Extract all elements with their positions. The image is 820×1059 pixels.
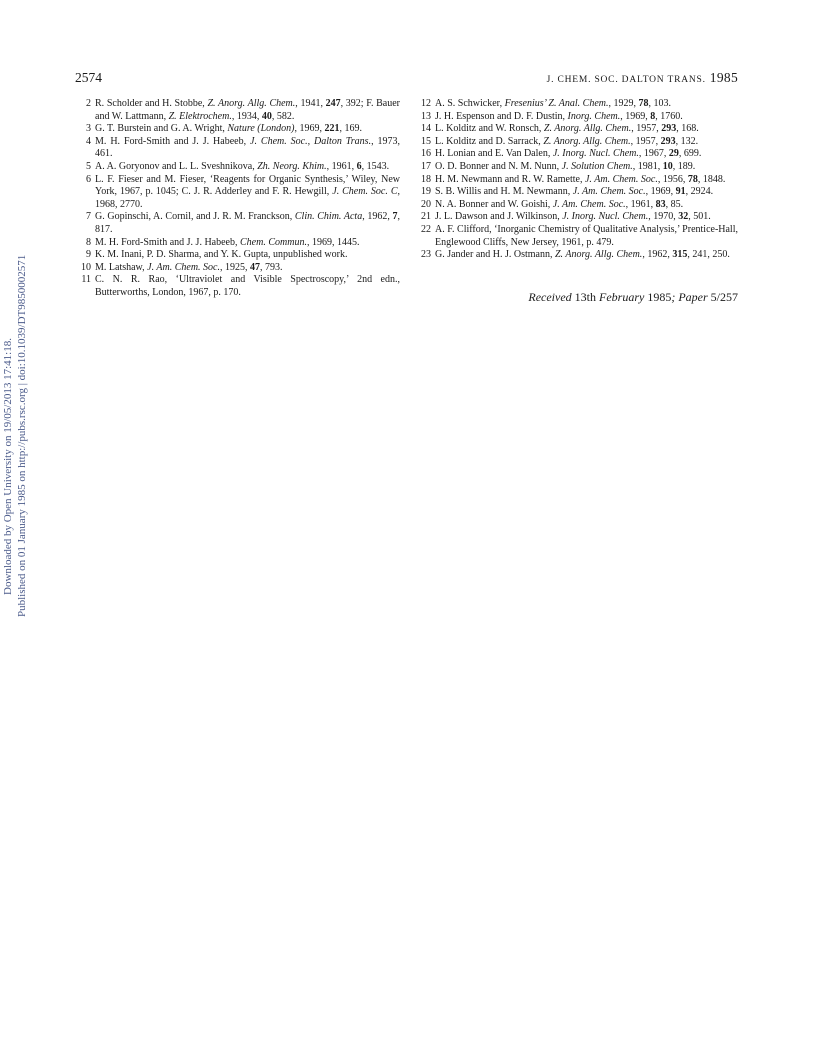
reference-fragment: , 1969, 1445. [306,236,360,248]
volume-number: 6 [356,160,362,172]
journal-title: J. Solution Chem. [561,160,633,172]
reference-fragment: , 1973, 461. [95,135,401,160]
reference-text [435,211,738,224]
volume-number: 78 [687,173,698,185]
reference-item [78,161,400,174]
reference-text [95,249,400,262]
reference-item [78,262,400,275]
received-line: Received 13th February 1985; Paper 5/257 [528,290,738,304]
reference-number: 13 [421,110,431,122]
reference-text [435,224,738,249]
volume-number: 293 [661,123,677,135]
reference-number: 15 [421,135,431,147]
journal-title: J. Chem. Soc., Dalton Trans. [250,135,372,147]
provenance-sidebar [0,0,40,1059]
reference-fragment: , 1956, [657,173,688,185]
reference-item [78,249,400,262]
reference-number: 8 [86,236,91,248]
reference-fragment: , 699. [678,148,702,160]
reference-text [435,111,738,124]
reference-item [418,123,738,136]
reference-number: 19 [421,186,431,198]
reference-fragment: C. N. R. Rao, ‘Ultraviolet and Visible Spectroscopy,’ 2nd edn., Butterworths, London, 1967, p. 170. [95,274,400,298]
reference-fragment: , 1957, [631,123,662,135]
reference-item [418,98,738,111]
reference-fragment: S. B. Willis and H. M. Newmann, [435,186,573,198]
reference-fragment: J. L. Dawson and J. Wilkinson, [435,211,563,223]
reference-fragment: , 85. [665,198,684,210]
reference-item [78,211,400,236]
journal-title: Nature (London) [227,123,295,135]
reference-number: 21 [421,211,431,223]
reference-fragment: , 1957, [630,135,661,147]
reference-fragment: , 103. [648,98,671,109]
reference-fragment: , 1934, [231,110,262,122]
journal-title: Z. Anorg. Allg. Chem. [207,98,296,109]
reference-fragment: , 1970, [648,211,679,223]
reference-fragment: G. T. Burstein and G. A. Wright, [95,123,228,135]
reference-fragment: L. Kolditz and D. Sarrack, [435,135,544,147]
download-notice: Downloaded by Open University on 19/05/2013 17:41:18. [2,338,14,595]
reference-number: 4 [86,135,91,147]
reference-item [418,161,738,174]
reference-fragment: O. D. Bonner and N. M. Nunn, [435,160,562,172]
volume-number: 247 [325,98,341,109]
reference-fragment: L. Kolditz and W. Ronsch, [435,123,544,135]
reference-number: 10 [81,261,91,273]
paper-number: 5/257 [710,290,738,304]
reference-item [78,123,400,136]
reference-item [418,111,738,124]
journal-title: Z. Anorg. Allg. Chem. [543,135,631,147]
reference-item [78,274,400,299]
reference-fragment: M. H. Ford-Smith and J. J. Habeeb, [95,236,240,248]
volume-number: 83 [655,198,666,210]
reference-number: 16 [421,148,431,160]
reference-text [95,262,400,275]
reference-text [435,123,738,136]
reference-fragment: , 2924. [685,186,714,198]
volume-number: 7 [392,211,398,223]
reference-item [418,211,738,224]
volume-number: 315 [672,249,688,261]
reference-number: 12 [421,98,431,109]
journal-title: J. Am. Chem. Soc. [147,261,220,273]
journal-title: Chem. Commun. [240,236,307,248]
reference-text [435,98,738,111]
reference-fragment: , 169. [339,123,363,135]
reference-number: 3 [86,123,91,135]
volume-number: 78 [638,98,649,109]
volume-number: 10 [662,160,673,172]
reference-text [95,161,400,174]
reference-text [435,161,738,174]
reference-fragment: , 1969, [645,186,676,198]
running-head [547,70,738,86]
received-year: 1985 [647,290,672,304]
reference-number: 18 [421,173,431,185]
publication-notice: Published on 01 January 1985 on http://pubs.rsc.org | doi:10.1039/DT9850002571 [16,254,28,617]
reference-fragment: , 1962, [642,249,673,261]
reference-fragment: , 241, 250. [687,249,730,261]
reference-fragment: , 1929, [608,98,639,109]
volume-number: 29 [668,148,679,160]
reference-text [435,199,738,212]
reference-number: 2 [86,98,91,109]
journal-title: Fresenius’ Z. Anal. Chem. [504,98,609,109]
journal-year: 1985 [709,70,738,85]
journal-title: Z. Elektrochem. [168,110,232,122]
references-left-column [78,98,400,300]
journal-title: Z. Anorg. Allg. Chem. [543,123,632,135]
paper-label: Paper [678,290,708,304]
reference-fragment: , 1981, [632,160,663,172]
volume-number: 40 [261,110,272,122]
journal-title: Zh. Neorg. Khim. [257,160,327,172]
reference-fragment: G. Jander and H. J. Ostmann, [435,249,555,261]
reference-fragment: M. H. Ford-Smith and J. J. Habeeb, [95,135,251,147]
reference-number: 11 [81,274,91,286]
journal-title: J. Inorg. Nucl. Chem. [562,211,649,223]
reference-text [435,174,738,187]
reference-fragment: A. A. Goryonov and L. L. Sveshnikova, [95,160,258,172]
reference-fragment: , 1848. [697,173,726,185]
reference-number: 17 [421,160,431,172]
reference-number: 6 [86,173,91,185]
reference-fragment: , 1925, [219,261,250,273]
reference-fragment: , 1543. [361,160,390,172]
reference-text [95,136,400,161]
reference-text [435,148,738,161]
reference-fragment: , 132. [675,135,699,147]
reference-text [435,186,738,199]
reference-text [95,174,400,212]
reference-text [95,274,400,299]
reference-text [435,249,738,262]
references-right-column [418,98,738,262]
reference-number: 5 [86,160,91,172]
journal-title: Inorg. Chem. [567,110,621,122]
reference-fragment: , 817. [95,211,401,235]
reference-fragment: K. M. Inani, P. D. Sharma, and Y. K. Gupta, unpublished work. [95,249,348,261]
volume-number: 47 [249,261,260,273]
reference-fragment: A. F. Clifford, ‘Inorganic Chemistry of Qualitative Analysis,’ Prentice-Hall, Englewood Cliffs, New Jersey, 1961, p. 479. [435,223,738,248]
reference-fragment: , 1962, [362,211,393,223]
reference-fragment: G. Gopinschi, A. Cornil, and J. R. M. Franckson, [95,211,295,223]
reference-text [95,237,400,250]
reference-fragment: H. Lonian and E. Van Dalen, [435,148,553,160]
reference-fragment: R. Scholder and H. Stobbe, [95,98,208,109]
reference-number: 9 [86,249,91,261]
reference-number: 14 [421,123,431,135]
received-day: 13th [574,290,596,304]
journal-title: Clin. Chim. Acta [294,211,363,223]
volume-number: 293 [660,135,676,147]
reference-fragment: , 582. [271,110,295,122]
reference-item [418,174,738,187]
reference-fragment: , 1967, [638,148,669,160]
journal-title: J. Am. Chem. Soc. [584,173,658,185]
journal-title: J. Am. Chem. Soc. [552,198,626,210]
reference-item [418,249,738,262]
reference-fragment: J. H. Espenson and D. F. Dustin, [435,110,568,122]
received-label: Received [528,290,572,304]
reference-fragment: L. F. Fieser and M. Fieser, ‘Reagents for Organic Synthesis,’ Wiley, New York, 1967, p. 1045; C. J. R. Adderley and F. R. Hewgill, [95,173,400,198]
reference-fragment: A. S. Schwicker, [435,98,505,109]
reference-text [95,98,400,123]
journal-title: Z. Anorg. Allg. Chem. [554,249,643,261]
journal-title: J. Inorg. Nucl. Chem. [552,148,639,160]
reference-fragment: , 1961, [625,198,656,210]
reference-fragment: , 1961, [326,160,357,172]
reference-item [78,136,400,161]
received-month: February [599,290,645,304]
reference-fragment: M. Latshaw, [95,261,148,273]
reference-fragment: , 1969, [294,123,325,135]
reference-item [418,148,738,161]
reference-text [95,123,400,136]
reference-fragment: N. A. Bonner and W. Goishi, [435,198,553,210]
journal-title: J. Chem. Soc. C [332,186,398,198]
reference-fragment: , 392; F. Bauer and W. Lattmann, [95,98,401,122]
reference-fragment: , 793. [259,261,283,273]
reference-item [78,237,400,250]
volume-number: 221 [324,123,340,135]
reference-text [95,211,400,236]
volume-number: 32 [678,211,689,223]
reference-number: 22 [421,223,431,235]
reference-fragment: , 1969, [620,110,651,122]
reference-number: 20 [421,198,431,210]
reference-item [418,186,738,199]
reference-fragment: H. M. Newmann and R. W. Ramette, [435,173,585,185]
reference-fragment: , 501. [688,211,711,223]
reference-fragment: , 1968, 2770. [95,186,400,210]
reference-fragment: , 189. [672,160,696,172]
journal-title: J. Am. Chem. Soc. [572,186,646,198]
reference-fragment: , 1760. [655,110,683,122]
reference-number: 7 [86,211,91,223]
reference-fragment: , 168. [676,123,699,135]
reference-number: 23 [421,249,431,261]
volume-number: 8 [650,110,656,122]
page-number: 2574 [75,70,102,85]
reference-item [418,224,738,249]
reference-text [435,136,738,149]
reference-item [78,98,400,123]
volume-number: 91 [675,186,686,198]
reference-item [78,174,400,212]
journal-name: J. CHEM. SOC. DALTON TRANS. [546,75,706,85]
reference-fragment: , 1941, [295,98,326,109]
reference-item [418,199,738,212]
reference-item [418,136,738,149]
